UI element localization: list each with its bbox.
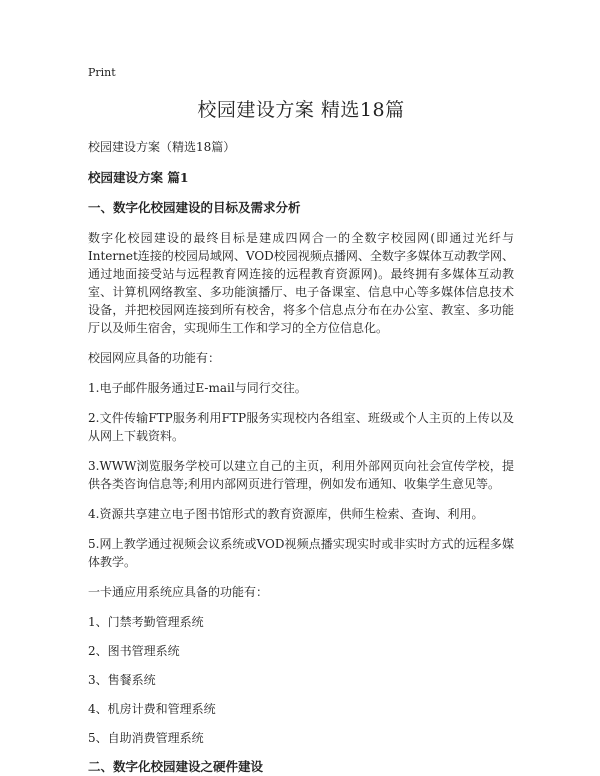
print-link[interactable]: Print	[88, 66, 116, 79]
heading-hardware: 二、数字化校园建设之硬件建设	[88, 759, 264, 774]
functions-intro: 校园网应具备的功能有：	[88, 351, 221, 365]
intro-paragraph: 数字化校园建设的最终目标是建成四网合一的全数字校园网(即通过光纤与Internet连接的校园局域网、VOD校园视频点播网、全数字多媒体互动教学网、通过地面接受站与远程教育网连接的远程教育资源网)。最终拥有多媒体互动教室、计算机网络教室、多功能演播厅、电子备课室、信息中心等多媒体信息技术设备，并把校园网连接到所有校舍，将多个信息点分布在办公室、教室、多功能厅以及师生宿舍，实现师生工作和学习的全方位信息化。	[88, 231, 514, 335]
function-item: 3.WWW浏览服务学校可以建立自己的主页，利用外部网页向社会宣传学校，提供各类咨询信息等;利用内部网页进行管理，例如发布通知、收集学生意见等。	[88, 459, 514, 491]
card-function-item: 1、门禁考勤管理系统	[88, 615, 204, 629]
section-heading: 校园建设方案 篇1	[88, 170, 189, 185]
card-function-item: 4、机房计费和管理系统	[88, 702, 216, 716]
document-title: 校园建设方案 精选18篇	[197, 99, 405, 121]
card-function-item: 5、自助消费管理系统	[88, 731, 204, 745]
function-item: 4.资源共享建立电子图书馆形式的教育资源库，供师生检索、查询、利用。	[88, 507, 484, 521]
card-function-item: 2、图书管理系统	[88, 644, 180, 658]
function-item: 2.文件传输FTP服务利用FTP服务实现校内各组室、班级或个人主页的上传以及从网上下载资料。	[88, 411, 514, 443]
card-functions-intro: 一卡通应用系统应具备的功能有：	[88, 585, 269, 599]
heading-goals: 一、数字化校园建设的目标及需求分析	[88, 200, 301, 215]
card-function-item: 3、售餐系统	[88, 673, 156, 687]
function-item: 1.电子邮件服务通过E-mail与同行交往。	[88, 381, 307, 395]
function-item: 5.网上教学通过视频会议系统或VOD视频点播实现实时或非实时方式的远程多媒体教学。	[88, 537, 514, 569]
document-subtitle: 校园建设方案（精选18篇）	[88, 140, 236, 154]
